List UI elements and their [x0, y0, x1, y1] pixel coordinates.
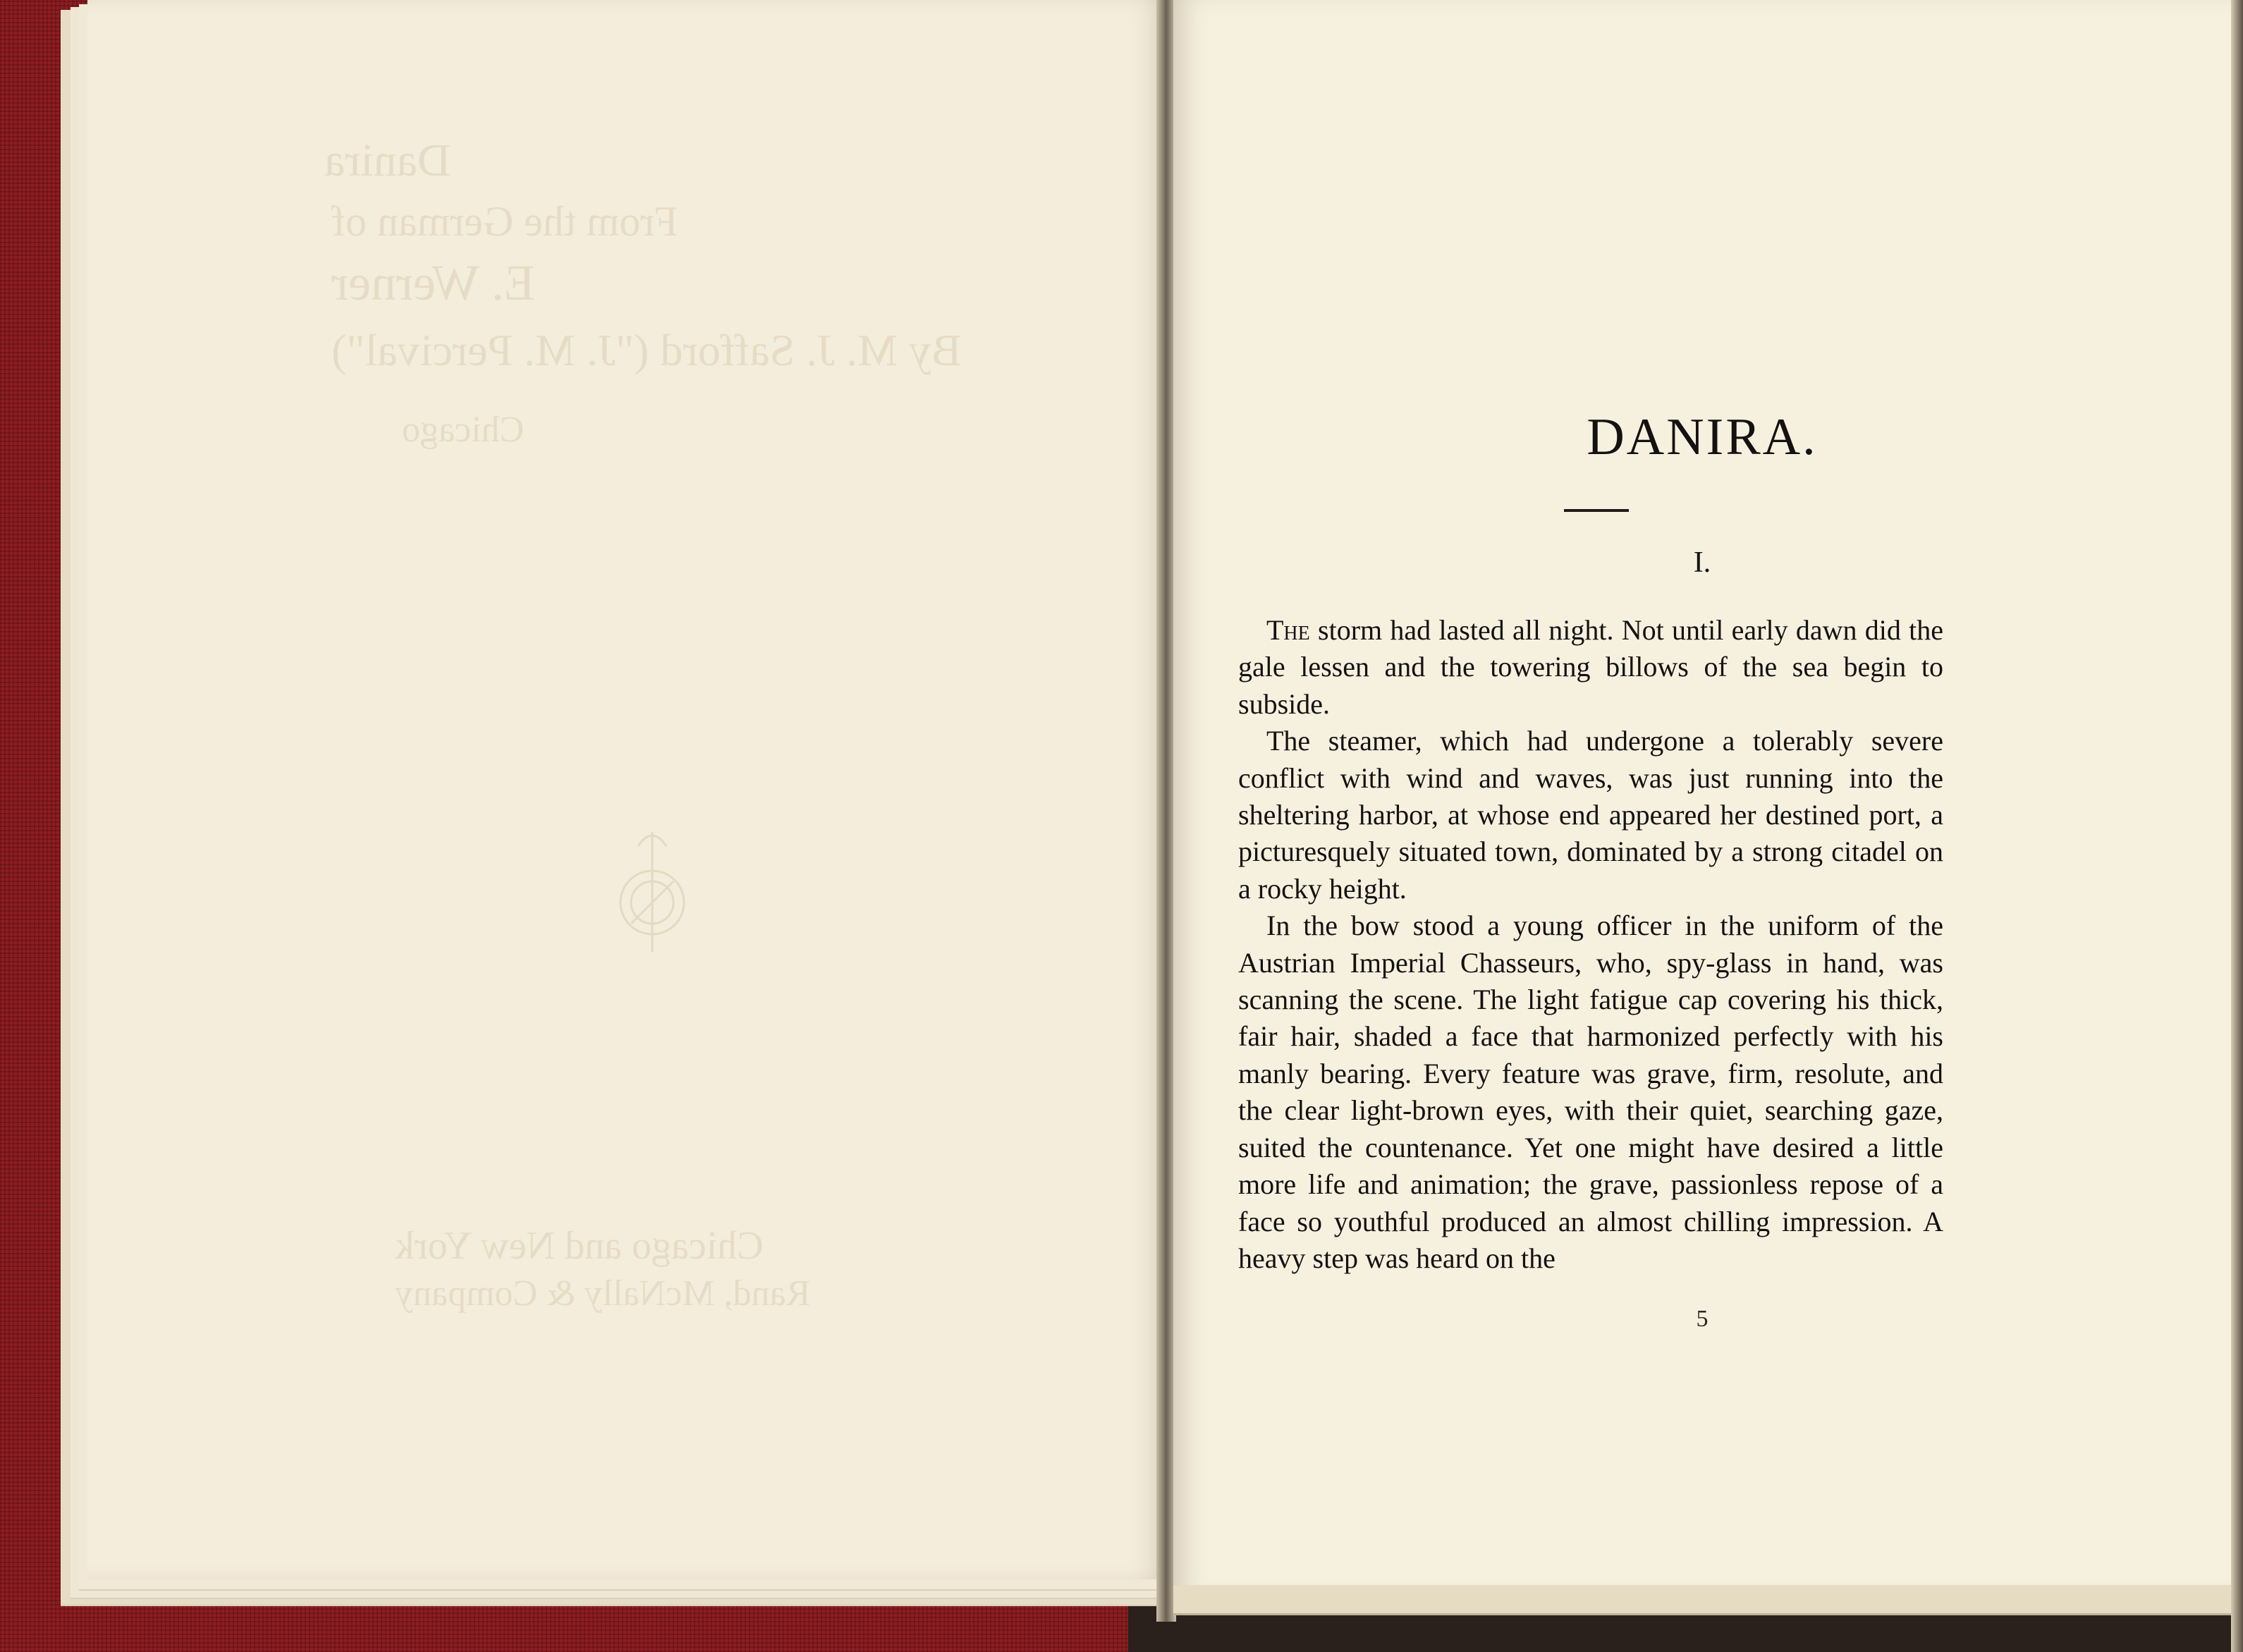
bleed-through-title: Danira — [324, 135, 451, 186]
bleed-through-imprint: Chicago and New York — [395, 1224, 764, 1268]
paragraph — [1238, 907, 1943, 1277]
bleed-through-translator: By M. J. Safford ("J. M. Percival") — [331, 325, 962, 375]
paragraph — [1238, 612, 1943, 723]
right-page-edge — [1173, 1585, 2235, 1615]
bleed-through-line: Chicago — [402, 410, 525, 450]
bleed-through-publisher: Rand, McNally & Company — [395, 1273, 811, 1314]
paragraph-text: storm had lasted all night. Not until early dawn did the gale lessen and the towering billows of the sea begin to subside. — [1238, 614, 1943, 720]
body-text — [1238, 612, 1943, 1277]
paragraph — [1238, 723, 1943, 907]
drop-lead-word: The — [1266, 614, 1310, 646]
paragraph-text: In the bow stood a young officer in the uniform of the Austrian Imperial Chasseurs, who, spy-glass in hand, was scanning the scene. The light fatigue cap covering his thick, fair hair, shaded a face that harmonized perfectly with his manly bearing. Every feature was grave, firm, resolute, and the clear light-brown eyes, with their quiet, searching gaze, suited the countenance. Yet one might have desired a little more life and animation; the grave, passionless repose of a face so youthful produced an almost chilling impression. A heavy step was heard on the — [1238, 910, 1943, 1274]
paragraph-text: The steamer, which had undergone a tolerably severe conflict with wind and waves, was just running into the sheltering harbor, at whose end appeared her destined port, a picturesquely situated town, dominated by a strong citadel on a rocky height. — [1238, 725, 1943, 905]
publisher-emblem-icon — [599, 818, 705, 959]
bleed-through-line: From the German of — [331, 198, 678, 245]
page-number: 5 — [1696, 1306, 1709, 1332]
chapter-number: I. — [1693, 546, 1711, 579]
book-right-edge-shadow — [2231, 0, 2243, 1652]
bleed-through-author: E. Werner — [331, 255, 535, 311]
chapter-book-title: DANIRA. — [1587, 408, 1818, 466]
title-rule — [1564, 509, 1629, 512]
